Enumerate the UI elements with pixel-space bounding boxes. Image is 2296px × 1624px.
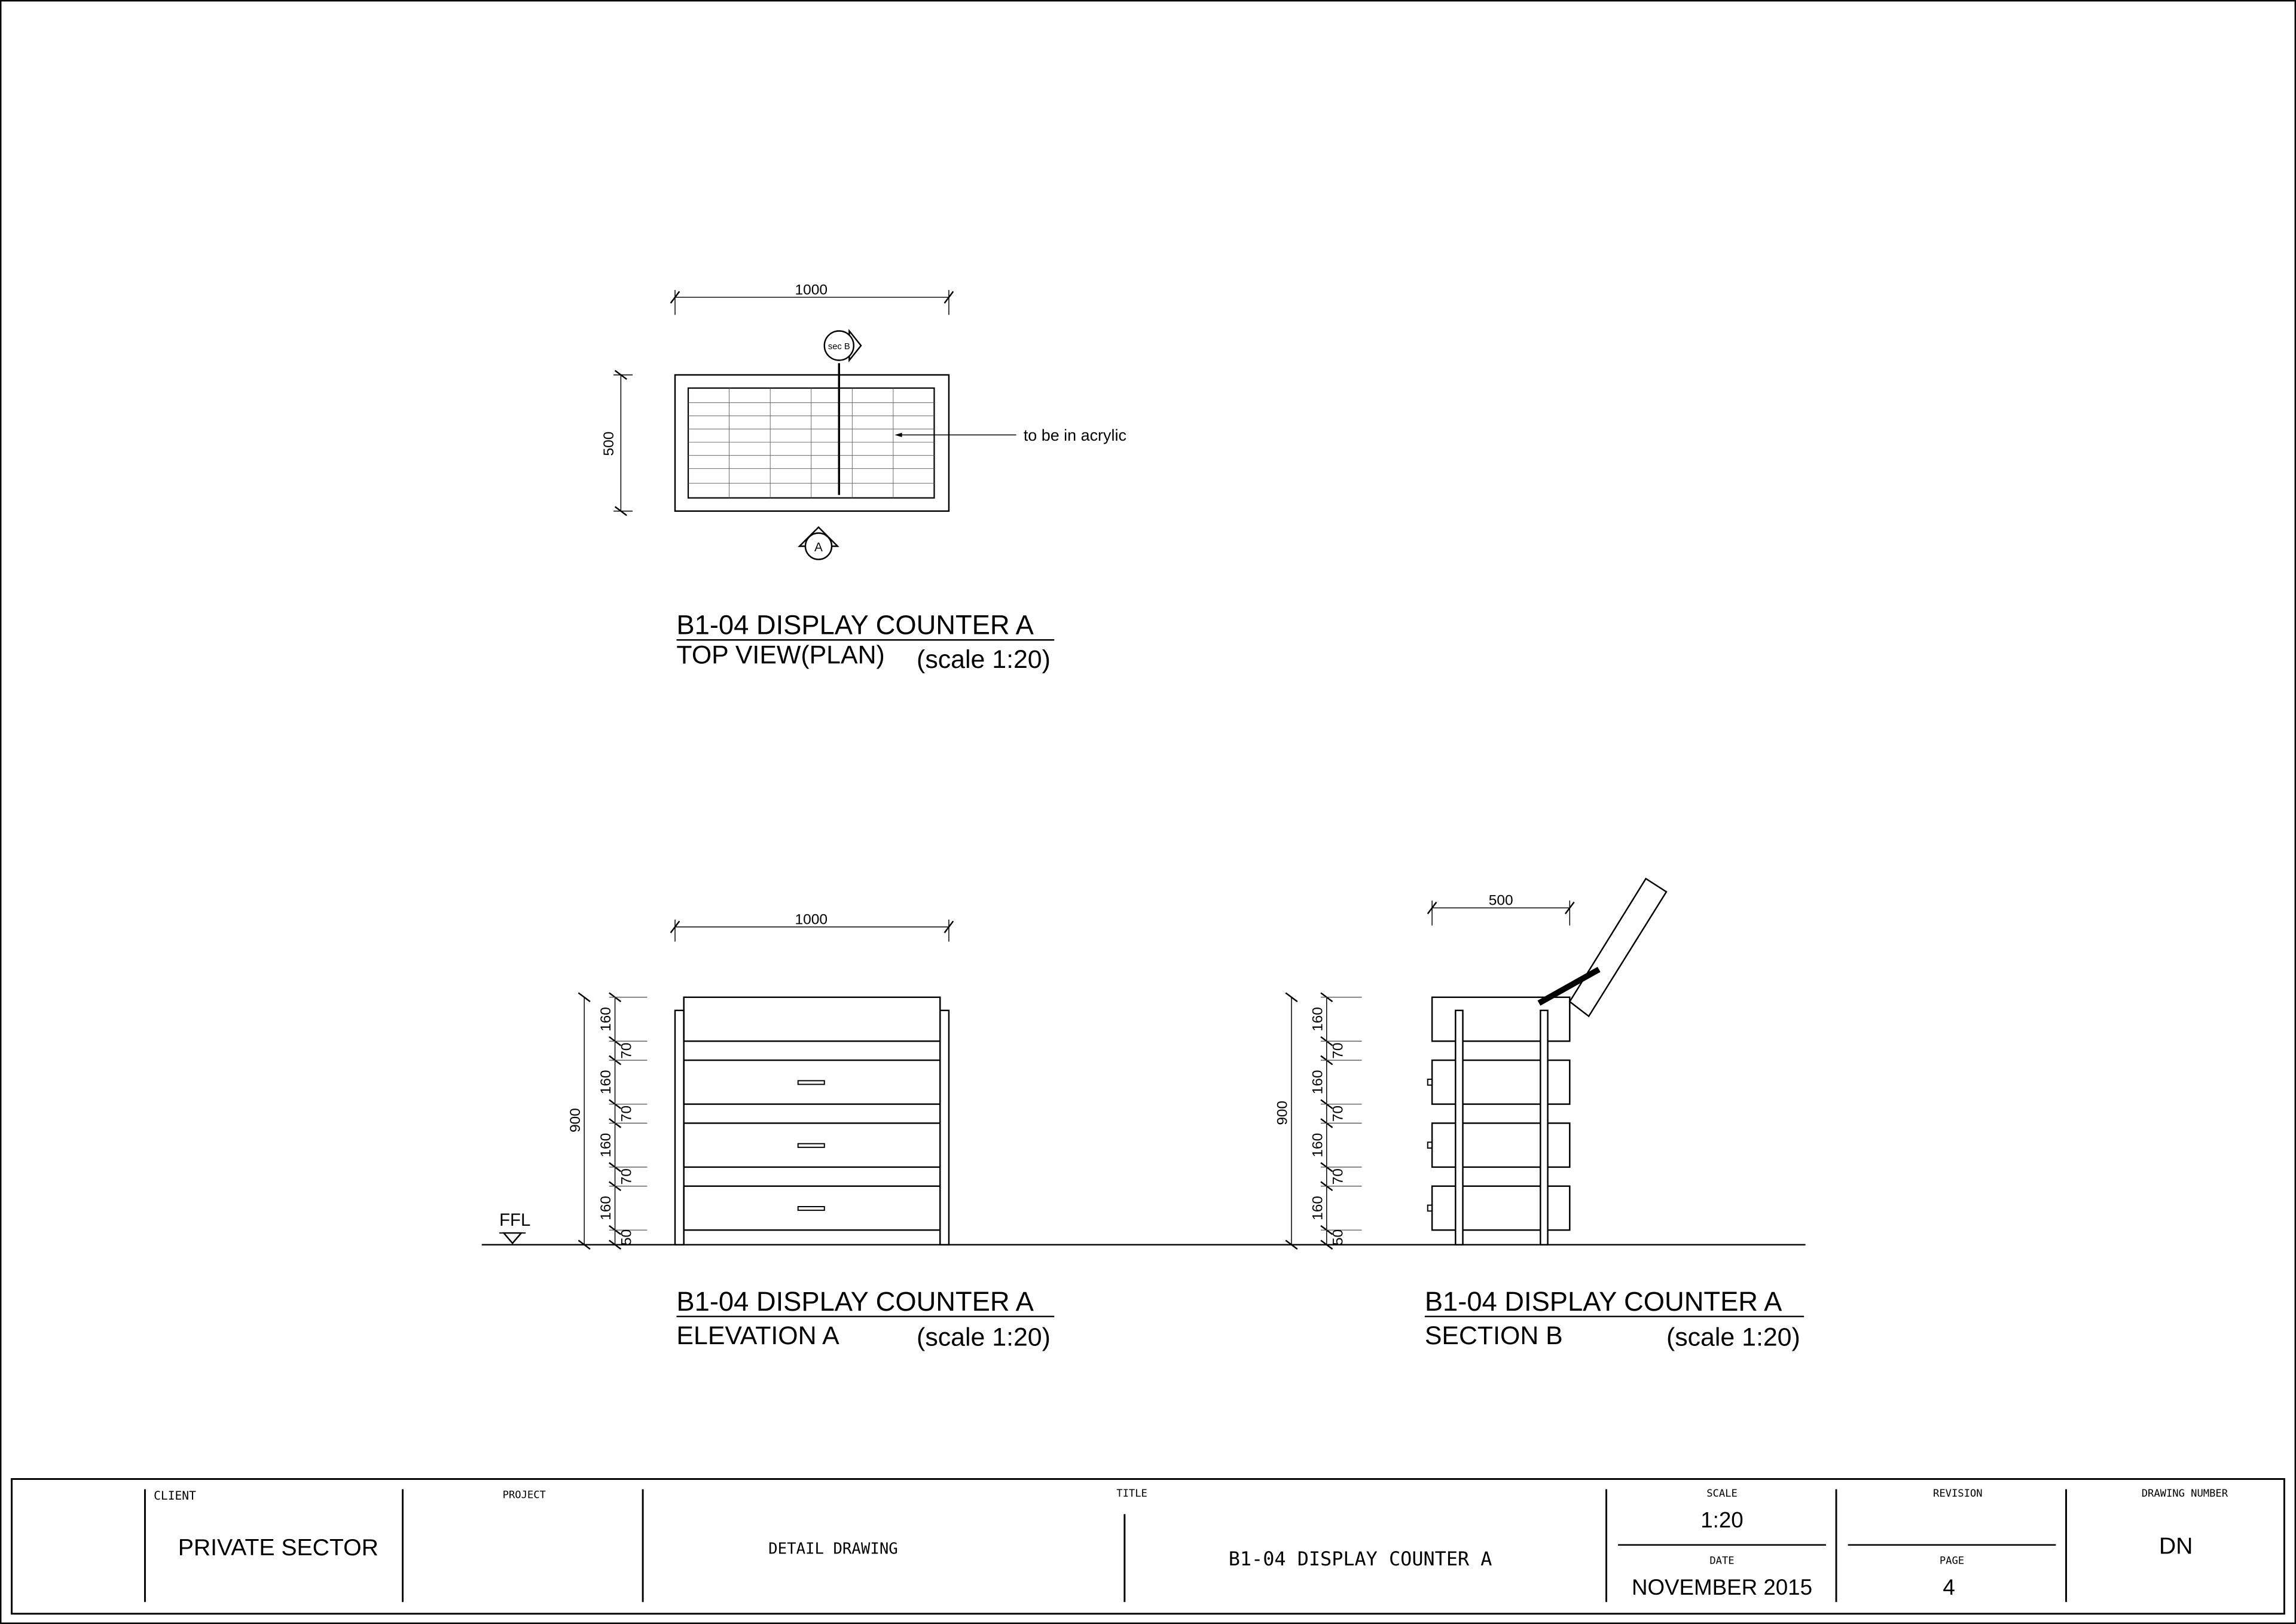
plan-title: B1-04 DISPLAY COUNTER A xyxy=(676,609,1034,640)
page-value: 4 xyxy=(1943,1574,1955,1599)
drawing-number-label: DRAWING NUMBER xyxy=(2141,1487,2228,1500)
section-marker-b-label: sec B xyxy=(828,342,850,352)
elev-drawer-2-handle xyxy=(798,1144,825,1147)
plan-counter-outline xyxy=(675,375,949,511)
project-label: PROJECT xyxy=(502,1489,546,1501)
elevation-view xyxy=(578,920,953,1249)
sec-dim-chain-label: 160 xyxy=(1309,1196,1326,1220)
ffl-label: FFL xyxy=(499,1210,531,1230)
elev-dim-total-label: 900 xyxy=(567,1108,584,1132)
sec-post-right xyxy=(1540,1011,1547,1245)
title-label: TITLE xyxy=(1116,1487,1147,1500)
sec-dim-total-label: 900 xyxy=(1274,1100,1291,1125)
client-label: CLIENT xyxy=(154,1488,196,1503)
sec-dim-chain-label: 160 xyxy=(1309,1007,1326,1031)
plan-scale: (scale 1:20) xyxy=(917,645,1051,674)
sec-top-box xyxy=(1432,997,1570,1041)
sec-dim-chain-label: 70 xyxy=(1330,1105,1347,1122)
elev-drawer-3 xyxy=(684,1186,941,1230)
plan-dim-width-label: 1000 xyxy=(795,282,828,298)
scale-value: 1:20 xyxy=(1700,1507,1744,1533)
elevation-title: B1-04 DISPLAY COUNTER A xyxy=(676,1286,1034,1317)
ffl-symbol xyxy=(503,1233,521,1243)
plan-view xyxy=(613,290,1016,560)
elev-dim-chain-label: 50 xyxy=(618,1229,635,1246)
elev-dim-width-label: 1000 xyxy=(795,911,828,928)
elev-dim-chain-label: 160 xyxy=(598,1132,615,1158)
acrylic-note: to be in acrylic xyxy=(1023,426,1126,445)
elev-dim-chain-label: 160 xyxy=(598,1007,615,1031)
date-value: NOVEMBER 2015 xyxy=(1631,1574,1813,1599)
date-label: DATE xyxy=(1709,1555,1735,1567)
elev-drawer-1 xyxy=(684,1060,941,1104)
elev-dim-chain-label: 70 xyxy=(618,1168,635,1185)
sec-dim-chain-label: 50 xyxy=(1330,1229,1347,1246)
acrylic-leader-arrow xyxy=(894,433,902,437)
sec-open-lid xyxy=(1570,878,1666,1016)
section-subtitle: SECTION B xyxy=(1424,1321,1563,1351)
elevation-scale: (scale 1:20) xyxy=(917,1323,1051,1352)
sec-dim-chain-label: 70 xyxy=(1330,1168,1347,1185)
sec-dim-width-label: 500 xyxy=(1488,892,1513,909)
elev-dim-chain-label: 70 xyxy=(618,1105,635,1122)
sec-post-left xyxy=(1455,1011,1463,1245)
section-scale: (scale 1:20) xyxy=(1666,1323,1800,1352)
sheet-border xyxy=(1,1,2295,1623)
plan-subtitle: TOP VIEW(PLAN) xyxy=(676,640,885,670)
sec-drawer-1 xyxy=(1432,1060,1570,1104)
elevation-subtitle: ELEVATION A xyxy=(676,1321,839,1351)
sec-dim-chain-label: 70 xyxy=(1330,1042,1347,1059)
elev-dim-chain-label: 160 xyxy=(598,1070,615,1095)
sec-dim-chain-label: 160 xyxy=(1309,1070,1326,1095)
page-label: PAGE xyxy=(1939,1555,1965,1567)
plan-acrylic-grid xyxy=(688,388,934,498)
drawing-title: B1-04 DISPLAY COUNTER A xyxy=(1228,1547,1492,1571)
sec-drawer-2 xyxy=(1432,1123,1570,1167)
elev-dim-chain-label: 160 xyxy=(598,1196,615,1220)
elev-drawer-2 xyxy=(684,1123,941,1167)
section-view xyxy=(1286,878,1666,1249)
elevation-marker-a-label: A xyxy=(814,541,823,555)
client-name: PRIVATE SECTOR xyxy=(178,1534,378,1561)
elev-post-right xyxy=(940,1011,949,1245)
sec-drawer-3 xyxy=(1432,1186,1570,1230)
elev-drawer-1-handle xyxy=(798,1080,825,1084)
elev-top-display xyxy=(684,997,941,1041)
drawing-type: DETAIL DRAWING xyxy=(768,1540,898,1558)
elev-drawer-3-handle xyxy=(798,1207,825,1210)
drawing-number-value: DN xyxy=(2158,1533,2193,1559)
plan-dim-depth-label: 500 xyxy=(601,431,618,456)
sec-dim-chain-label: 160 xyxy=(1309,1132,1326,1158)
revision-label: REVISION xyxy=(1933,1487,1983,1500)
scale-label: SCALE xyxy=(1706,1487,1738,1500)
section-title: B1-04 DISPLAY COUNTER A xyxy=(1424,1286,1782,1317)
elev-dim-chain-label: 70 xyxy=(618,1042,635,1059)
elev-post-left xyxy=(675,1011,684,1245)
